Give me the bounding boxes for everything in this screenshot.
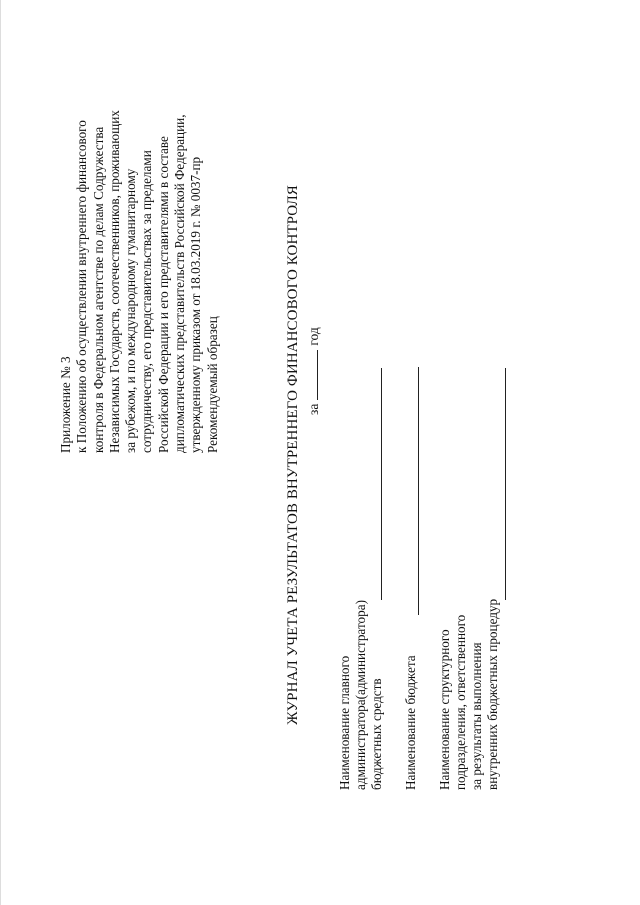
appendix-line: Приложение № 3: [58, 356, 73, 453]
appendix-line: за рубежом, и по международному гуманитарному: [123, 168, 139, 453]
appendix-line: дипломатических представительств Российской Федерации,: [172, 114, 188, 453]
appendix-line: сотрудничеству, его представительствах за пределами: [139, 150, 155, 453]
appendix-line: к Положению об осуществлении внутреннего финансового: [74, 120, 90, 453]
appendix-block: [58, 3, 221, 453]
department-entry-line[interactable]: [505, 368, 506, 600]
period-year-blank[interactable]: [305, 350, 318, 400]
administrator-field: [337, 600, 385, 790]
budget-entry-line[interactable]: [418, 367, 419, 615]
budget-field: [403, 655, 419, 790]
department-field: [437, 599, 501, 790]
appendix-line: Российской Федерации и его представителями в составе: [155, 136, 171, 453]
period-suffix: год: [306, 327, 321, 346]
administrator-label-line: бюджетных средств: [369, 678, 384, 790]
department-label-line: внутренних бюджетных процедур: [485, 598, 500, 790]
department-label-line: подразделения, ответственного: [453, 614, 468, 790]
budget-label-line: Наименование бюджета: [403, 655, 418, 790]
department-label-line: Наименование структурного: [437, 629, 452, 790]
journal-title: ЖУРНАЛ УЧЕТА РЕЗУЛЬТАТОВ ВНУТРЕННЕГО ФИНАНСОВОГО КОНТРОЛЯ: [285, 185, 301, 725]
administrator-label-line: администратора(администратора): [353, 600, 368, 790]
department-label-line: за результаты выполнения: [469, 642, 484, 790]
appendix-line: утвержденному приказом от 18.03.2019 г. № 0037-пр: [188, 156, 204, 453]
page-edge-line: [0, 0, 1, 905]
appendix-line: Независимых Государств, соотечественников, проживающих: [106, 110, 122, 453]
appendix-line: Рекомендуемый образец: [204, 316, 220, 453]
administrator-entry-line[interactable]: [381, 368, 382, 600]
administrator-label-line: Наименование главного: [337, 655, 352, 790]
appendix-line: контроля в Федеральном агентстве по делам Содружества: [90, 126, 106, 453]
period-prefix: за: [306, 403, 321, 415]
reporting-period: [305, 327, 322, 415]
